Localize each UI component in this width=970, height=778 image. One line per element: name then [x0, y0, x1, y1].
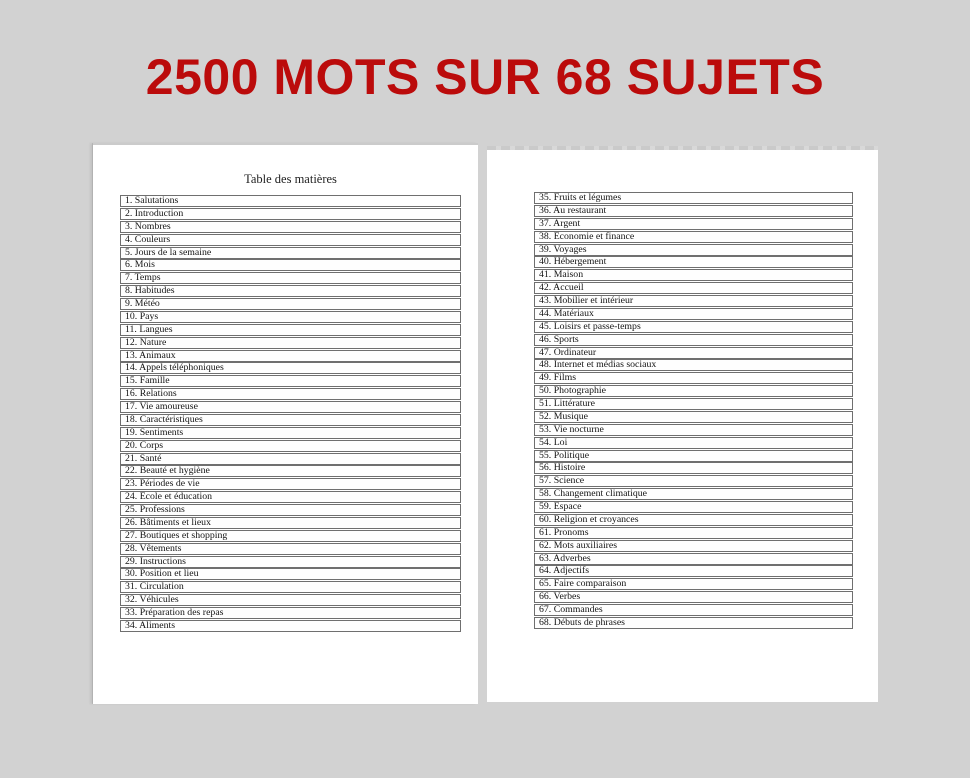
toc-row-label: 25. Professions	[125, 504, 185, 515]
toc-row-label: 40. Hébergement	[539, 256, 607, 268]
toc-row-label: 37. Argent	[539, 217, 581, 229]
toc-row-label: 6. Mois	[125, 259, 155, 271]
toc-row-label: 23. Périodes de vie	[125, 478, 200, 490]
toc-row	[120, 478, 461, 490]
toc-row-label: 62. Mots auxiliaires	[539, 539, 618, 551]
toc-heading: Table des matières	[244, 172, 337, 186]
toc-row-label: 16. Relations	[125, 388, 177, 400]
toc-row	[534, 617, 853, 629]
toc-row	[534, 424, 853, 436]
toc-row	[120, 581, 461, 593]
toc-row	[534, 192, 853, 204]
toc-row	[120, 414, 461, 426]
toc-row	[534, 231, 853, 243]
toc-row-label: 34. Aliments	[125, 619, 176, 631]
toc-row-label: 19. Sentiments	[125, 426, 184, 438]
toc-row-label: 10. Pays	[125, 310, 159, 322]
toc-row	[534, 527, 853, 539]
toc-row-label: 58. Changement climatique	[539, 488, 648, 500]
toc-row-label: 33. Préparation des repas	[125, 607, 224, 618]
toc-row	[534, 244, 853, 256]
toc-row-label: 8. Habitudes	[125, 285, 175, 297]
toc-row-label: 57. Science	[539, 475, 585, 487]
toc-row	[534, 372, 853, 384]
toc-row-label: 9. Météo	[125, 298, 160, 309]
toc-row	[120, 491, 461, 503]
toc-row	[120, 375, 461, 387]
toc-table-right	[534, 192, 853, 630]
toc-row-label: 1. Salutations	[125, 195, 179, 206]
toc-row	[534, 475, 853, 487]
toc-row	[534, 347, 853, 359]
toc-row	[120, 208, 461, 220]
toc-row	[534, 540, 853, 552]
toc-row-label: 59. Espace	[539, 501, 582, 512]
toc-row	[534, 398, 853, 410]
toc-row	[120, 272, 461, 284]
toc-row-label: 28. Vêtements	[125, 542, 182, 554]
toc-row	[120, 388, 461, 400]
toc-row	[120, 362, 461, 374]
toc-row-label: 41. Maison	[539, 269, 584, 281]
toc-row	[120, 453, 461, 465]
toc-row	[534, 269, 853, 281]
toc-row	[120, 324, 461, 336]
toc-row-label: 67. Commandes	[539, 604, 603, 615]
toc-row-label: 32. Véhicules	[125, 594, 179, 606]
toc-row-label: 55. Politique	[539, 449, 590, 461]
toc-row-label: 31. Circulation	[125, 581, 184, 593]
toc-row-label: 49. Films	[539, 372, 577, 384]
toc-row-label: 64. Adjectifs	[539, 565, 590, 577]
toc-row	[120, 594, 461, 606]
toc-row	[534, 578, 853, 590]
toc-row-label: 2. Introduction	[125, 207, 184, 219]
toc-row	[120, 247, 461, 259]
toc-row	[120, 530, 461, 542]
toc-row	[534, 501, 853, 513]
toc-row-label: 7. Temps	[125, 272, 161, 284]
toc-row	[120, 543, 461, 555]
toc-row-label: 44. Matériaux	[539, 307, 594, 319]
toc-row-label: 11. Langues	[125, 323, 173, 335]
toc-row	[534, 218, 853, 230]
toc-row	[120, 350, 461, 362]
toc-row	[120, 440, 461, 452]
toc-row-label: 66. Verbes	[539, 591, 581, 603]
toc-row	[534, 514, 853, 526]
toc-row	[120, 401, 461, 413]
toc-row	[534, 604, 853, 616]
toc-row	[120, 195, 461, 207]
toc-row-label: 12. Nature	[125, 336, 167, 348]
toc-row	[534, 359, 853, 371]
toc-row-label: 22. Beauté et hygiène	[125, 465, 210, 477]
toc-row	[120, 285, 461, 297]
toc-row-label: 68. Débuts de phrases	[539, 616, 625, 628]
toc-row-label: 46. Sports	[539, 333, 579, 345]
toc-row	[120, 517, 461, 529]
toc-row	[120, 337, 461, 349]
toc-row-label: 52. Musique	[539, 410, 588, 422]
toc-row-label: 30. Position et lieu	[125, 568, 199, 580]
toc-row	[534, 321, 853, 333]
toc-row-label: 5. Jours de la semaine	[125, 246, 212, 258]
toc-row	[534, 256, 853, 268]
toc-row	[534, 437, 853, 449]
toc-row-label: 35. Fruits et légumes	[539, 192, 622, 203]
toc-row-label: 4. Couleurs	[125, 233, 171, 245]
toc-row-label: 51. Littérature	[539, 398, 596, 409]
toc-row-label: 14. Appels téléphoniques	[125, 362, 224, 374]
toc-row	[120, 298, 461, 310]
toc-row	[534, 488, 853, 500]
toc-row-label: 63. Adverbes	[539, 552, 591, 564]
toc-row-label: 61. Pronoms	[539, 526, 589, 538]
toc-table-left	[120, 195, 461, 633]
toc-row-label: 3. Nombres	[125, 220, 171, 232]
toc-row	[534, 308, 853, 320]
toc-row-label: 36. Au restaurant	[539, 204, 607, 216]
toc-row-label: 18. Caractéristiques	[125, 413, 203, 425]
toc-row-label: 26. Bâtiments et lieux	[125, 516, 211, 528]
toc-row-label: 13. Animaux	[125, 349, 176, 361]
toc-row	[120, 234, 461, 246]
toc-row-label: 27. Boutiques et shopping	[125, 529, 228, 541]
toc-row-label: 53. Vie nocturne	[539, 423, 604, 435]
toc-row	[120, 427, 461, 439]
toc-row-label: 42. Accueil	[539, 282, 584, 294]
toc-row	[534, 295, 853, 307]
poster-title: 2500 MOTS SUR 68 SUJETS	[145, 49, 825, 105]
toc-row	[120, 221, 461, 233]
toc-row	[534, 411, 853, 423]
toc-row	[534, 450, 853, 462]
toc-row-label: 56. Histoire	[539, 462, 586, 474]
toc-row-label: 20. Corps	[125, 439, 164, 451]
toc-row	[534, 334, 853, 346]
toc-row-label: 50. Photographie	[539, 385, 606, 397]
toc-row-label: 21. Santé	[125, 452, 162, 464]
right-page	[487, 146, 878, 702]
toc-row	[534, 565, 853, 577]
toc-row	[120, 259, 461, 271]
toc-row	[534, 205, 853, 217]
left-page	[93, 143, 478, 704]
toc-row-label: 47. Ordinateur	[539, 346, 597, 358]
toc-row-label: 39. Voyages	[539, 243, 587, 255]
toc-row	[120, 311, 461, 323]
toc-row	[120, 607, 461, 619]
toc-row-label: 60. Religion et croyances	[539, 513, 639, 525]
toc-row-label: 43. Mobilier et intérieur	[539, 295, 634, 306]
toc-row-label: 48. Internet et médias sociaux	[539, 359, 657, 371]
toc-row	[120, 465, 461, 477]
toc-row-label: 54. Loi	[539, 436, 568, 448]
toc-row-label: 38. Économie et finance	[539, 230, 635, 242]
toc-row	[534, 553, 853, 565]
toc-row	[120, 556, 461, 568]
toc-row	[120, 620, 461, 632]
toc-row-label: 17. Vie amoureuse	[125, 401, 198, 412]
toc-row	[534, 591, 853, 603]
toc-row	[534, 282, 853, 294]
toc-row-label: 24. École et éducation	[125, 491, 213, 503]
toc-row	[534, 385, 853, 397]
toc-row	[120, 568, 461, 580]
toc-row-label: 45. Loisirs et passe-temps	[539, 320, 641, 332]
toc-row	[534, 462, 853, 474]
toc-row	[120, 504, 461, 516]
toc-row-label: 29. Instructions	[125, 555, 186, 567]
toc-row-label: 65. Faire comparaison	[539, 578, 627, 590]
toc-row-label: 15. Famille	[125, 375, 170, 387]
